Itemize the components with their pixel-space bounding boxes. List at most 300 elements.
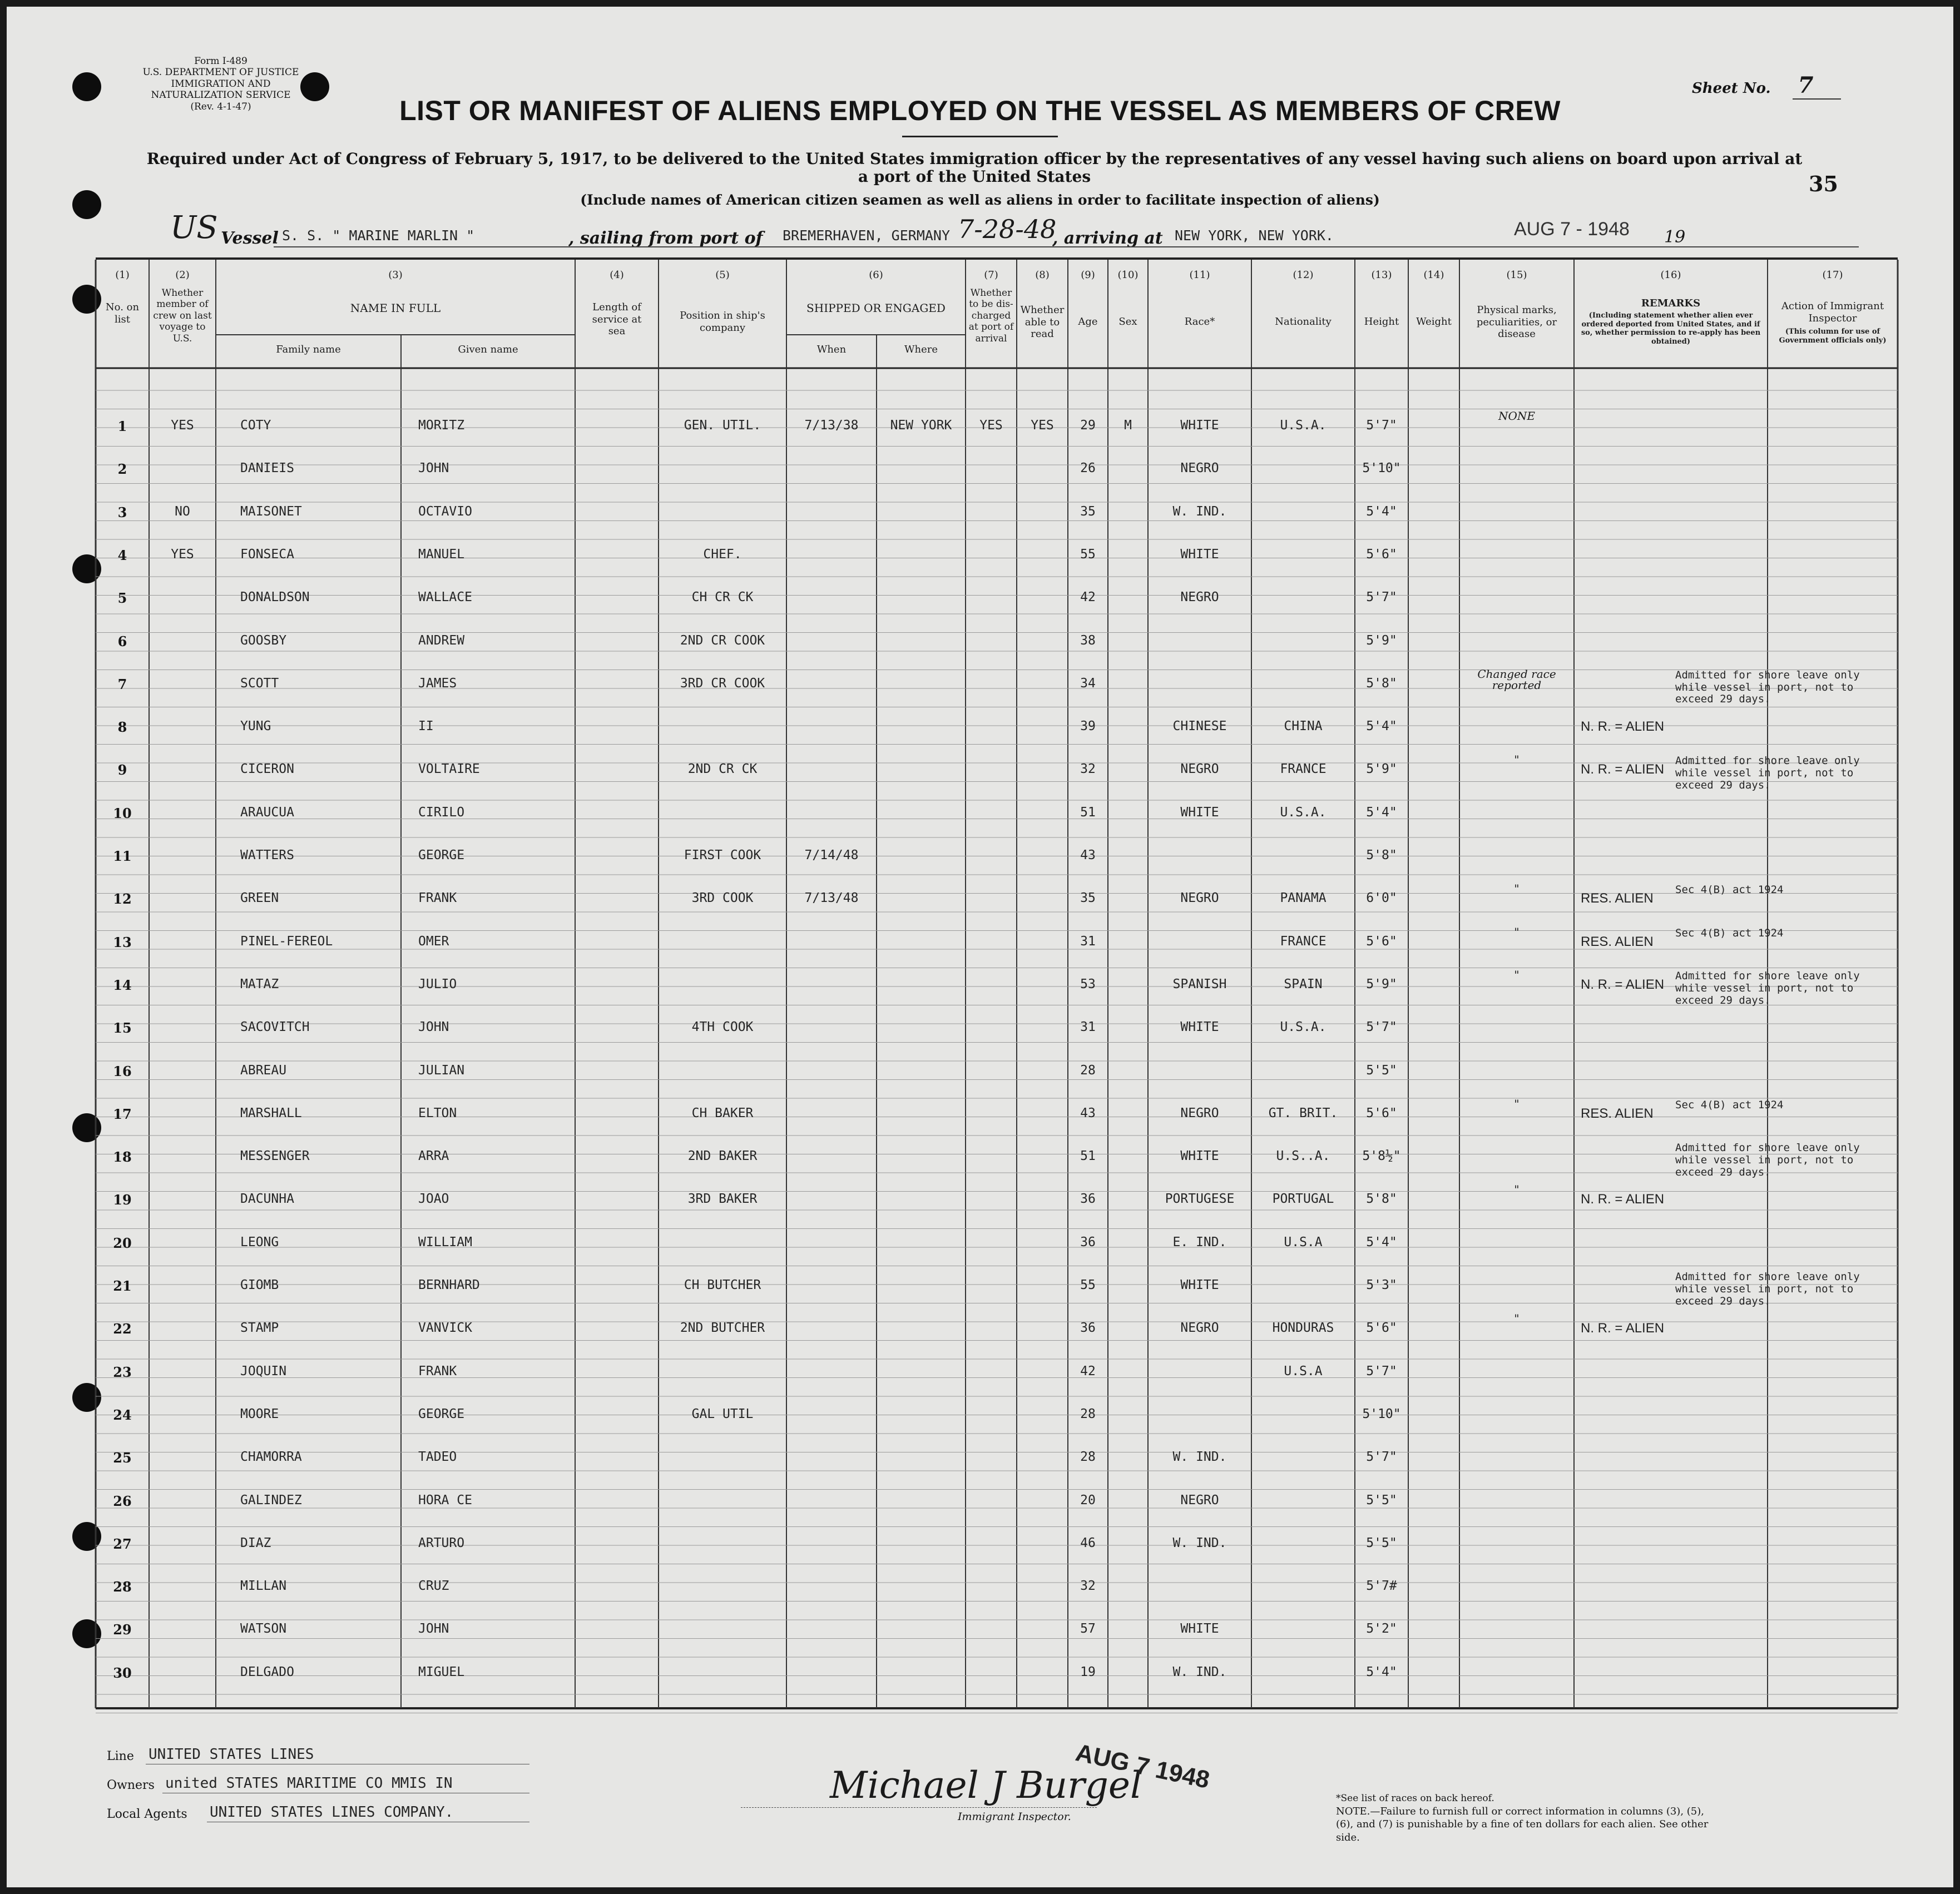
cell-family-name: FONSECA <box>240 547 294 562</box>
cell-age: 42 <box>1080 1364 1096 1379</box>
cell-position: 2ND BAKER <box>687 1149 758 1164</box>
cell-position: 2ND CR COOK <box>680 633 765 648</box>
cell-age: 43 <box>1080 1105 1096 1120</box>
cell-family-name: MILLAN <box>240 1579 287 1594</box>
cell-inspector-action: Admitted for shore leave only while vessel in port, not to exceed 29 days. <box>1675 669 1860 706</box>
cell-age: 32 <box>1080 1579 1096 1594</box>
cell-race: NEGRO <box>1180 891 1219 906</box>
cell-inspector-action <box>1675 498 1895 537</box>
cell-position: GAL UTIL <box>691 1406 754 1421</box>
cell-row-number: 3 <box>117 504 127 520</box>
cell-inspector-action <box>1675 841 1895 880</box>
cell-family-name: MAISONET <box>240 504 302 519</box>
cell-position: 2ND CR CK <box>687 762 758 777</box>
table-row <box>7 461 1898 504</box>
cell-nationality: U.S.A. <box>1280 1020 1327 1035</box>
cell-height: 5'9" <box>1366 976 1397 991</box>
cell-race: WHITE <box>1180 1622 1219 1637</box>
col-marks-header: Physical marks, peculiarities, or disease <box>1476 304 1557 340</box>
cell-row-number: 16 <box>113 1063 132 1079</box>
cell-position: GEN. UTIL. <box>684 418 761 433</box>
cell-height: 5'6" <box>1366 547 1397 562</box>
cell-height: 5'4" <box>1366 719 1397 734</box>
table-row <box>7 1142 1898 1192</box>
table-row <box>7 547 1898 590</box>
cell-physical-marks: " <box>1514 882 1520 896</box>
cell-row-number: 9 <box>117 762 127 779</box>
inspector-label: Immigrant Inspector. <box>958 1811 1071 1823</box>
cell-age: 19 <box>1080 1664 1096 1679</box>
cell-family-name: GIOMB <box>240 1278 279 1292</box>
col-sex-header: Sex <box>1118 316 1137 328</box>
table-row <box>7 1097 1898 1149</box>
table-row <box>7 590 1898 633</box>
cell-row-number: 4 <box>117 547 127 563</box>
cell-physical-marks: " <box>1514 753 1520 767</box>
include-note: (Include names of American citizen seamen as well as aliens in order to facilitate inspection of aliens) <box>580 192 1380 208</box>
cell-position: 3RD COOK <box>691 891 754 906</box>
col-number-label: (2) <box>175 269 190 281</box>
cell-height: 5'8½" <box>1362 1149 1401 1164</box>
cell-inspector-action <box>1675 1486 1895 1525</box>
cell-nationality: U.S..A. <box>1276 1149 1330 1164</box>
table-row <box>7 805 1898 848</box>
cell-age: 36 <box>1080 1234 1096 1250</box>
col-service-header: Length of service at sea <box>592 301 642 338</box>
cell-family-name: LEONG <box>240 1234 279 1250</box>
cell-age: 28 <box>1080 1406 1096 1421</box>
cell-remarks: N. R. = ALIEN <box>1581 1321 1665 1336</box>
cell-age: 53 <box>1080 976 1096 991</box>
cell-inspector-action <box>1675 1572 1895 1611</box>
cell-age: 38 <box>1080 633 1096 648</box>
cell-position: 3RD BAKER <box>687 1192 758 1207</box>
cell-given-name: OCTAVIO <box>418 504 472 519</box>
cell-height: 5'7" <box>1366 1364 1397 1379</box>
cell-given-name: ARTURO <box>418 1535 465 1550</box>
cell-row-number: 15 <box>113 1020 132 1037</box>
cell-family-name: DACUNHA <box>240 1192 294 1207</box>
cell-nationality: CHINA <box>1284 719 1323 734</box>
col-number-label: (7) <box>984 269 998 281</box>
cell-given-name: CRUZ <box>418 1579 449 1594</box>
col-remarks-header: REMARKS <box>1641 298 1701 309</box>
cell-age: 20 <box>1080 1493 1096 1508</box>
cell-inspector-action: Admitted for shore leave only while vessel in port, not to exceed 29 days. <box>1675 1271 1860 1307</box>
cell-given-name: JOHN <box>418 1020 449 1035</box>
cell-given-name: MIGUEL <box>418 1664 465 1679</box>
cell-family-name: GREEN <box>240 891 279 906</box>
inspection-stamp: AUG 7 1948 <box>1073 1739 1212 1794</box>
cell-inspector-action: Admitted for shore leave only while vessel in port, not to exceed 29 days. <box>1675 970 1860 1007</box>
cell-given-name: OMER <box>418 934 449 949</box>
col-where-header: Where <box>904 344 938 355</box>
cell-row-number: 24 <box>113 1406 132 1423</box>
col-number-label: (5) <box>715 269 730 281</box>
cell-race: CHINESE <box>1172 719 1227 734</box>
table-row <box>7 1063 1898 1106</box>
cell-shipped-when: 7/13/48 <box>804 891 859 906</box>
cell-given-name: BERNHARD <box>418 1278 480 1292</box>
col-read-header: Whether able to read <box>1020 304 1065 340</box>
cell-race: WHITE <box>1180 805 1219 820</box>
cell-shipped-when: 7/13/38 <box>804 418 859 433</box>
cell-height: 5'6" <box>1366 1321 1397 1336</box>
cell-given-name: ANDREW <box>418 633 465 648</box>
cell-row-number: 12 <box>113 891 132 908</box>
cell-height: 5'4" <box>1366 1664 1397 1679</box>
cell-given-name: JOHN <box>418 461 449 476</box>
table-row <box>7 1020 1898 1063</box>
col-position-header: Position in ship's company <box>680 310 765 334</box>
col-when-header: When <box>816 344 847 355</box>
col-number-label: (3) <box>388 269 403 281</box>
agents-value: UNITED STATES LINES COMPANY. <box>210 1804 454 1821</box>
cell-row-number: 25 <box>113 1450 132 1466</box>
cell-height: 5'8" <box>1366 848 1397 862</box>
cell-height: 5'8" <box>1366 1192 1397 1207</box>
col-number-label: (4) <box>610 269 624 281</box>
cell-race: SPANISH <box>1172 976 1227 991</box>
cell-row-number: 23 <box>113 1364 132 1380</box>
cell-inspector-action <box>1675 1185 1895 1224</box>
table-row <box>7 504 1898 547</box>
cell-discharge: YES <box>979 418 1003 433</box>
cell-given-name: JULIAN <box>418 1063 465 1078</box>
cell-height: 5'10" <box>1362 1406 1401 1421</box>
cell-race: W. IND. <box>1172 504 1227 519</box>
vessel-name: S. S. " MARINE MARLIN " <box>282 227 475 244</box>
cell-row-number: 14 <box>113 976 132 993</box>
cell-age: 55 <box>1080 1278 1096 1292</box>
cell-age: 36 <box>1080 1192 1096 1207</box>
col-shipped-header: SHIPPED OR ENGAGED <box>806 301 946 315</box>
cell-inspector-action <box>1675 1443 1895 1482</box>
cell-given-name: JAMES <box>418 676 457 691</box>
cell-row-number: 26 <box>113 1493 132 1509</box>
col-given-name-header: Given name <box>458 344 518 355</box>
cell-age: 32 <box>1080 762 1096 777</box>
sailing-label: , sailing from port of <box>568 229 763 248</box>
cell-shipped-when: 7/14/48 <box>804 848 859 862</box>
cell-inspector-action <box>1675 712 1895 751</box>
table-row <box>7 1183 1898 1234</box>
year-suffix: 19 <box>1664 227 1686 247</box>
cell-family-name: WATSON <box>240 1622 287 1637</box>
cell-row-number: 10 <box>113 805 132 821</box>
cell-family-name: DANIEIS <box>240 461 294 476</box>
cell-remarks: N. R. = ALIEN <box>1581 976 1665 992</box>
cell-nationality: FRANCE <box>1280 934 1327 949</box>
table-row <box>7 1665 1898 1708</box>
cell-inspector-action <box>1675 1314 1895 1353</box>
cell-family-name: DONALDSON <box>240 590 310 605</box>
cell-height: 5'2" <box>1366 1622 1397 1637</box>
cell-given-name: MORITZ <box>418 418 465 433</box>
cell-row-number: 2 <box>117 461 127 478</box>
page-number: 35 <box>1809 171 1838 196</box>
cell-height: 5'6" <box>1366 1105 1397 1120</box>
cell-given-name: JULIO <box>418 976 457 991</box>
cell-height: 5'6" <box>1366 934 1397 949</box>
cell-row-number: 8 <box>117 719 127 736</box>
sheet-label: Sheet No. <box>1692 80 1771 97</box>
cell-row-number: 13 <box>113 934 132 950</box>
sailing-date-hand: 7-28-48 <box>958 214 1057 244</box>
cell-height: 5'7" <box>1366 418 1397 433</box>
cell-family-name: ARAUCUA <box>240 805 294 820</box>
cell-family-name: JOQUIN <box>240 1364 287 1379</box>
cell-physical-marks: " <box>1514 925 1520 939</box>
cell-physical-marks: " <box>1514 968 1520 981</box>
cell-family-name: SCOTT <box>240 676 279 691</box>
line-label: Line <box>107 1749 134 1763</box>
owners-label: Owners <box>107 1778 155 1792</box>
table-row <box>7 882 1898 934</box>
cell-age: 51 <box>1080 805 1096 820</box>
cell-family-name: DIAZ <box>240 1535 271 1550</box>
cell-height: 5'9" <box>1366 633 1397 648</box>
cell-age: 51 <box>1080 1149 1096 1164</box>
cell-remarks: RES. ALIEN <box>1581 1105 1654 1121</box>
cell-inspector-action <box>1675 411 1895 450</box>
cell-family-name: GALINDEZ <box>240 1493 302 1508</box>
cell-given-name: CIRILO <box>418 805 465 820</box>
cell-age: 31 <box>1080 1020 1096 1035</box>
cell-family-name: PINEL-FEREOL <box>240 934 333 949</box>
col-weight-header: Weight <box>1416 316 1452 328</box>
cell-age: 57 <box>1080 1622 1096 1637</box>
cell-physical-marks: " <box>1514 1097 1520 1110</box>
table-row <box>7 925 1898 977</box>
cell-remarks: N. R. = ALIEN <box>1581 1192 1665 1207</box>
cell-inspector-action: Sec 4(B) act 1924 <box>1675 1099 1784 1111</box>
cell-position: CH BAKER <box>691 1105 754 1120</box>
cell-given-name: HORA CE <box>418 1493 472 1508</box>
cell-race: NEGRO <box>1180 1105 1219 1120</box>
table-row <box>7 1407 1898 1450</box>
cell-given-name: JOAO <box>418 1192 449 1207</box>
col-height-header: Height <box>1364 316 1399 328</box>
cell-row-number: 21 <box>113 1278 132 1294</box>
page-title: LIST OR MANIFEST OF ALIENS EMPLOYED ON THE VESSEL AS MEMBERS OF CREW <box>399 95 1561 126</box>
cell-row-number: 1 <box>117 418 127 434</box>
cell-race: NEGRO <box>1180 1493 1219 1508</box>
cell-inspector-action: Admitted for shore leave only while vessel in port, not to exceed 29 days. <box>1675 1142 1860 1178</box>
cell-nationality: PANAMA <box>1280 891 1327 906</box>
cell-family-name: DELGADO <box>240 1664 294 1679</box>
penalty-note: NOTE.—Failure to furnish full or correct information in columns (3), (5), (6), and (7) is punishable by a fine of ten dollars for each alien. See other side. <box>1336 1806 1709 1843</box>
cell-prev-voyage: YES <box>171 547 194 562</box>
cell-age: 35 <box>1080 891 1096 906</box>
cell-race: WHITE <box>1180 418 1219 433</box>
cell-row-number: 29 <box>113 1622 132 1638</box>
cell-race: PORTUGESE <box>1165 1192 1235 1207</box>
cell-position: CH BUTCHER <box>684 1278 761 1292</box>
cell-given-name: FRANK <box>418 1364 457 1379</box>
table-row <box>7 409 1898 461</box>
cell-physical-marks: " <box>1514 1312 1520 1326</box>
arriving-label: , arriving at <box>1052 229 1163 248</box>
cell-given-name: WILLIAM <box>418 1234 472 1250</box>
table-row <box>7 968 1898 1020</box>
cell-age: 26 <box>1080 461 1096 476</box>
cell-row-number: 18 <box>113 1149 132 1166</box>
cell-family-name: SACOVITCH <box>240 1020 310 1035</box>
table-row <box>7 1622 1898 1664</box>
cell-height: 5'5" <box>1366 1063 1397 1078</box>
form-number: Form I-489 <box>194 56 248 67</box>
cell-race: WHITE <box>1180 1149 1219 1164</box>
cell-given-name: JOHN <box>418 1622 449 1637</box>
cell-given-name: WALLACE <box>418 590 472 605</box>
col-number-label: (17) <box>1822 269 1843 281</box>
line-value: UNITED STATES LINES <box>149 1746 314 1763</box>
cell-remarks: N. R. = ALIEN <box>1581 762 1665 777</box>
races-note: *See list of races on back hereof. <box>1336 1793 1494 1804</box>
cell-family-name: GOOSBY <box>240 633 287 648</box>
col-age-header: Age <box>1078 316 1098 328</box>
cell-inspector-action: Admitted for shore leave only while vessel in port, not to exceed 29 days. <box>1675 755 1860 792</box>
cell-position: FIRST COOK <box>684 848 761 862</box>
cell-row-number: 5 <box>117 590 127 607</box>
cell-race: WHITE <box>1180 1278 1219 1292</box>
table-row <box>7 667 1898 719</box>
cell-race: W. IND. <box>1172 1450 1227 1465</box>
cell-family-name: MATAZ <box>240 976 279 991</box>
dept-line: U.S. DEPARTMENT OF JUSTICE <box>142 67 299 78</box>
cell-race: W. IND. <box>1172 1664 1227 1679</box>
port-to: NEW YORK, NEW YORK. <box>1175 227 1334 244</box>
col-number-label: (15) <box>1506 269 1527 281</box>
table-row <box>7 1579 1898 1622</box>
cell-family-name: COTY <box>240 418 271 433</box>
cell-age: 39 <box>1080 719 1096 734</box>
cell-age: 43 <box>1080 848 1096 862</box>
col-discharge-header: Whether to be dis-charged at port of arrival <box>968 287 1014 344</box>
table-row <box>7 1493 1898 1536</box>
table-row <box>7 753 1898 805</box>
col-no-on-list-header: No. on list <box>105 301 140 325</box>
cell-age: 28 <box>1080 1450 1096 1465</box>
vessel-flag-mark: US <box>170 210 218 246</box>
cell-remarks: N. R. = ALIEN <box>1581 719 1665 735</box>
cell-family-name: YUNG <box>240 719 271 734</box>
cell-family-name: CHAMORRA <box>240 1450 302 1465</box>
cell-nationality: U.S.A. <box>1280 805 1327 820</box>
cell-position: CH CR CK <box>691 590 754 605</box>
cell-height: 5'8" <box>1366 676 1397 691</box>
cell-race: WHITE <box>1180 1020 1219 1035</box>
cell-family-name: CICERON <box>240 762 294 777</box>
col-family-name-header: Family name <box>276 344 341 355</box>
col-number-label: (8) <box>1035 269 1050 281</box>
cell-age: 34 <box>1080 676 1096 691</box>
cell-given-name: TADEO <box>418 1450 457 1465</box>
cell-given-name: GEORGE <box>418 1406 465 1421</box>
cell-prev-voyage: NO <box>175 504 190 519</box>
cell-height: 5'5" <box>1366 1493 1397 1508</box>
cell-family-name: MESSENGER <box>240 1149 310 1164</box>
table-row <box>7 1364 1898 1407</box>
cell-position: 4TH COOK <box>691 1020 754 1035</box>
cell-age: 35 <box>1080 504 1096 519</box>
cell-race: NEGRO <box>1180 590 1219 605</box>
cell-inspector-action <box>1675 627 1895 666</box>
cell-inspector-action <box>1675 1658 1895 1697</box>
cell-race: E. IND. <box>1172 1234 1227 1250</box>
cell-sex: M <box>1124 418 1132 433</box>
footer <box>7 1739 1953 1864</box>
cell-height: 5'4" <box>1366 805 1397 820</box>
col-number-label: (14) <box>1423 269 1444 281</box>
table-row <box>7 1271 1898 1321</box>
cell-given-name: II <box>418 719 434 734</box>
cell-race: NEGRO <box>1180 1321 1219 1336</box>
cell-inspector-action <box>1675 799 1895 837</box>
table-row <box>7 719 1898 762</box>
cell-given-name: FRANK <box>418 891 457 906</box>
cell-row-number: 20 <box>113 1234 132 1251</box>
cell-height: 5'7" <box>1366 1020 1397 1035</box>
cell-inspector-action: Sec 4(B) act 1924 <box>1675 927 1784 939</box>
cell-height: 5'9" <box>1366 762 1397 777</box>
cell-row-number: 28 <box>113 1579 132 1595</box>
cell-family-name: MOORE <box>240 1406 279 1421</box>
cell-row-number: 7 <box>117 676 127 692</box>
owners-value: united STATES MARITIME CO MMIS IN <box>165 1775 453 1792</box>
cell-inspector-action <box>1675 1529 1895 1568</box>
cell-nationality: PORTUGAL <box>1272 1192 1334 1207</box>
table-row <box>7 1450 1898 1493</box>
cell-remarks: RES. ALIEN <box>1581 934 1654 949</box>
col-prev-voyage-header: Whether member of crew on last voyage to U.S. <box>153 287 212 344</box>
col-number-label: (10) <box>1117 269 1139 281</box>
col-number-label: (9) <box>1081 269 1095 281</box>
table-row <box>7 1536 1898 1579</box>
cell-inspector-action <box>1675 583 1895 622</box>
col-action-note: (This column for use of Government officials only) <box>1779 328 1887 345</box>
cell-given-name: MANUEL <box>418 547 465 562</box>
cell-position: 3RD CR COOK <box>680 676 765 691</box>
cell-nationality: U.S.A <box>1284 1364 1323 1379</box>
cell-able-to-read: YES <box>1031 418 1054 433</box>
cell-nationality: U.S.A <box>1284 1234 1323 1250</box>
cell-height: 5'7# <box>1366 1579 1397 1594</box>
cell-given-name: GEORGE <box>418 848 465 862</box>
cell-shipped-where: NEW YORK <box>890 418 952 433</box>
cell-age: 46 <box>1080 1535 1096 1550</box>
arrival-stamp-date: AUG 7 - 1948 <box>1514 219 1630 240</box>
cell-height: 5'3" <box>1366 1278 1397 1292</box>
manifest-page <box>7 7 1953 1887</box>
cell-row-number: 11 <box>113 848 132 864</box>
cell-race: WHITE <box>1180 547 1219 562</box>
col-number-label: (12) <box>1293 269 1314 281</box>
cell-row-number: 22 <box>113 1321 132 1337</box>
port-from: BREMERHAVEN, GERMANY <box>783 227 951 244</box>
cell-age: 36 <box>1080 1321 1096 1336</box>
col-name-header: NAME IN FULL <box>350 301 441 315</box>
cell-row-number: 27 <box>113 1535 132 1552</box>
cell-height: 5'5" <box>1366 1535 1397 1550</box>
cell-family-name: WATTERS <box>240 848 294 862</box>
col-number-label: (1) <box>115 269 130 281</box>
signature-line <box>741 1807 1097 1808</box>
cell-position: CHEF. <box>703 547 742 562</box>
cell-age: 28 <box>1080 1063 1096 1078</box>
cell-row-number: 6 <box>117 633 127 649</box>
